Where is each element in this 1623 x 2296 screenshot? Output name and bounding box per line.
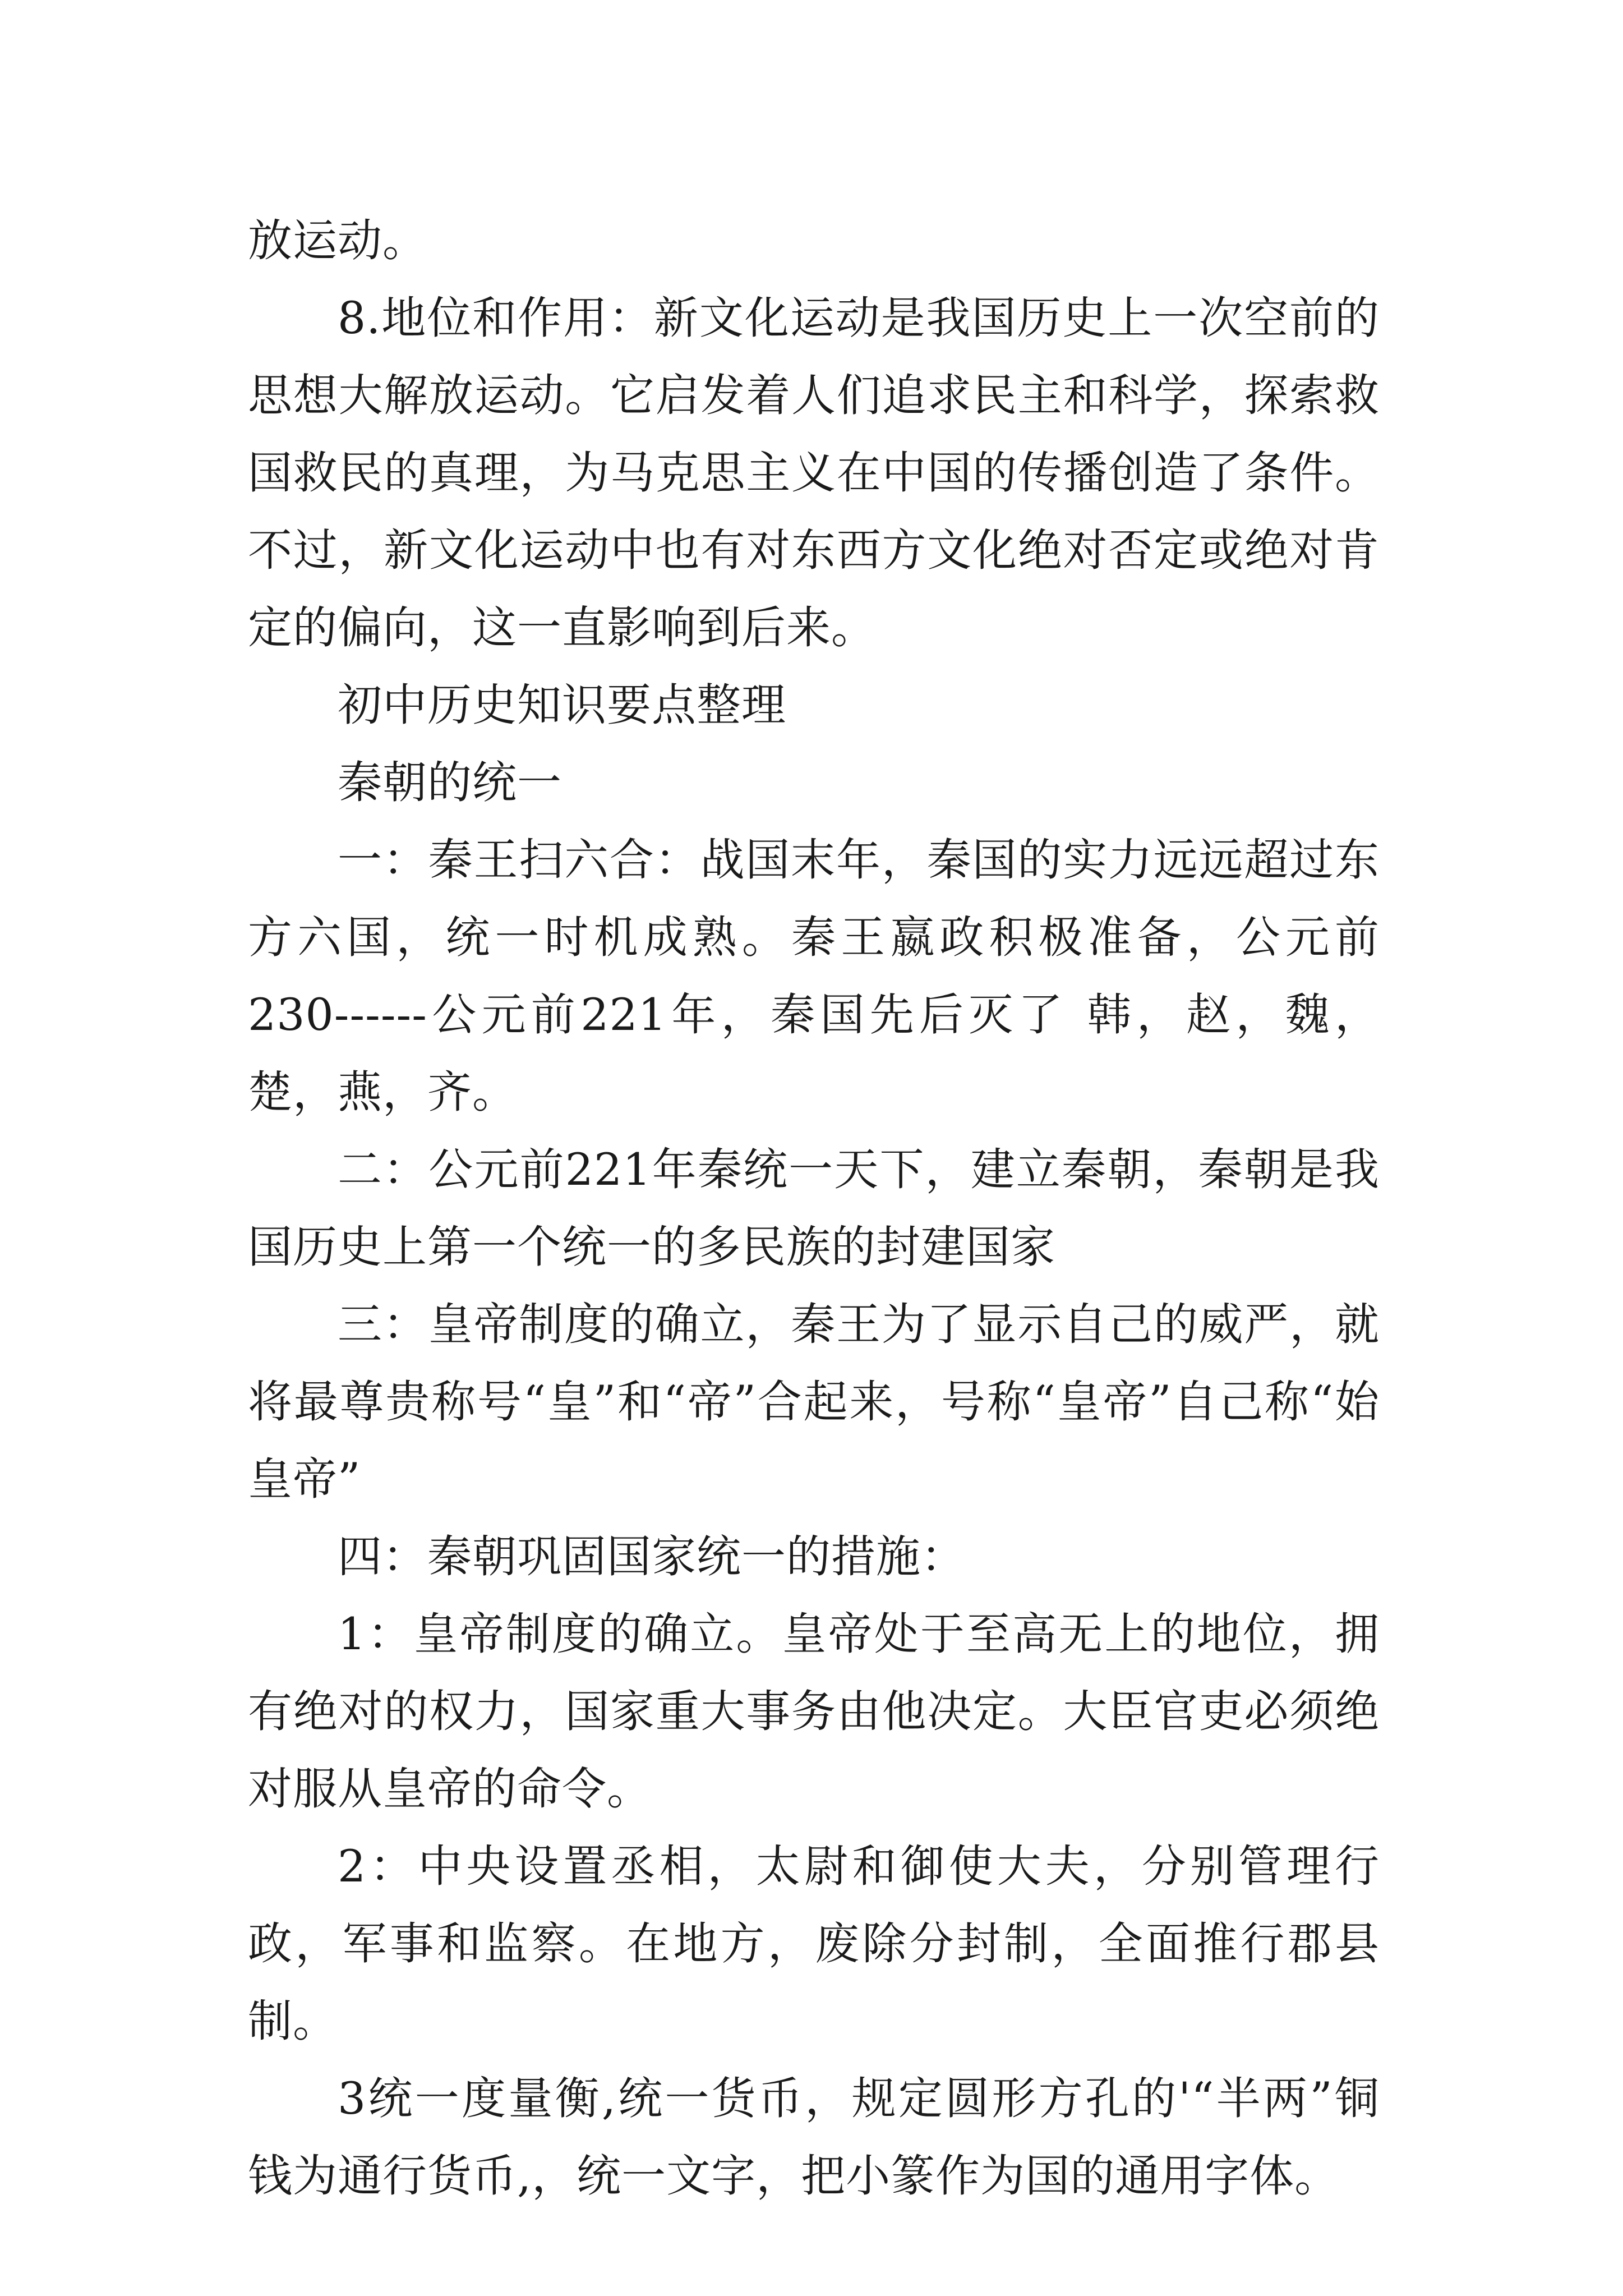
list-item-3: 3统一度量衡,统一货币，规定圆形方孔的'“半两”铜钱为通行货币,，统一文字，把小篆作为国的通用字体。: [248, 2073, 1380, 2202]
paragraph-point-four: 四：秦朝巩固国家统一的措施：: [338, 1531, 966, 1582]
list-item-2: 2：中央设置丞相，太尉和御使大夫，分别管理行政，军事和监察。在地方，废除分封制，全面推行郡县制。: [248, 1841, 1380, 2047]
paragraph-point-two: 二：公元前221年秦统一天下，建立秦朝，秦朝是我国历史上第一个统一的多民族的封建国家: [248, 1144, 1380, 1273]
paragraph-point-one: 一：秦王扫六合：战国末年，秦国的实力远远超过东方六国，统一时机成熟。秦王嬴政积极准备，公元前230------公元前221年，秦国先后灭了 韩，赵，魏，楚，燕，齐。: [248, 834, 1380, 1118]
subsection-heading: 秦朝的统一: [338, 757, 562, 808]
paragraph-role-and-effect: 8.地位和作用：新文化运动是我国历史上一次空前的思想大解放运动。它启发着人们追求民主和科学，探索救国救民的真理，为马克思主义在中国的传播创造了条件。不过，新文化运动中也有对东西方文化绝对否定或绝对肯定的偏向，这一直影响到后来。: [248, 292, 1380, 654]
paragraph-point-three: 三：皇帝制度的确立，秦王为了显示自己的威严，就将最尊贵称号“皇”和“帝”合起来，号称“皇帝”自己称“始皇帝”: [248, 1299, 1380, 1505]
document-body: [248, 202, 1380, 2215]
paragraph-continuation: 放运动。: [248, 215, 427, 266]
section-heading: 初中历史知识要点整理: [338, 679, 786, 731]
list-item-1: 1：皇帝制度的确立。皇帝处于至高无上的地位，拥有绝对的权力，国家重大事务由他决定。大臣官吏必须绝对服从皇帝的命令。: [248, 1608, 1380, 1815]
